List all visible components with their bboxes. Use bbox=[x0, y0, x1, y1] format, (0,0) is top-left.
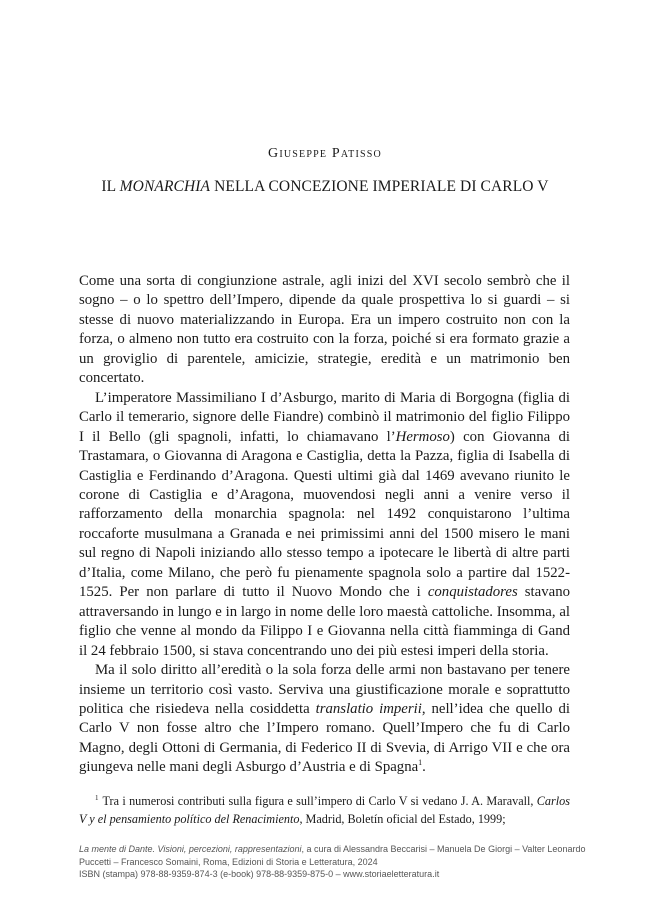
paragraph-3 bbox=[79, 661, 570, 778]
title-prefix: IL bbox=[101, 178, 120, 195]
footnote-1 bbox=[79, 793, 570, 828]
footnote-text-a: Tra i numerosi contributi sulla figura e sull’impero di Carlo V si vedano J. A. Maravall, bbox=[102, 794, 537, 808]
body-text bbox=[79, 272, 570, 778]
p2-italic-conquistadores: conquistadores bbox=[427, 584, 518, 601]
footnote-text-b: , Madrid, Boletín oficial del Estado, 1999; bbox=[299, 811, 506, 826]
imprint-line-3: ISBN (stampa) 978-88-9359-874-3 (e-book) 978-88-9359-875-0 – www.storiaeletteratura.it bbox=[79, 869, 440, 879]
chapter-title bbox=[80, 178, 570, 196]
p2-italic-hermoso: Hermoso bbox=[395, 428, 450, 445]
footnote-mark: 1 bbox=[95, 793, 99, 802]
p3-text-a: Ma il solo diritto all’eredità o la sola forza delle armi non bastavano per tenere insieme un territorio così vasto. Serviva una giustificazione morale e soprattutto politica che risiedeva nella cosiddetta bbox=[79, 662, 570, 717]
imprint-line-1 bbox=[79, 843, 586, 856]
p2-text-a: L’imperatore Massimiliano I d’Asburgo, marito di Maria di Borgogna (figlia di Carlo il temerario, signore delle Fiandre) combinò il matrimonio del figlio Filippo I il Bello (gli spagnoli, infatti, lo chiamavano l’ bbox=[79, 389, 570, 445]
publication-imprint bbox=[79, 843, 586, 881]
paragraph-1: Come una sorta di congiunzione astrale, agli inizi del XVI secolo sembrò che il sogno – o lo spettro dell’Impero, dipende da quale prospettiva lo si guardi – si stesse di nuovo materializzando in Europa. Era un impero costruito non con la forza, o almeno non tutto era costruito con la forza, poiché si era formato grazie a un groviglio di parentele, amicizie, strategie, eredità e un matrimonio ben concertato. bbox=[79, 273, 570, 387]
imprint-editors: , a cura di Alessandra Beccarisi – Manuela De Giorgi – Valter Leonardo bbox=[301, 844, 586, 854]
paragraph-2 bbox=[79, 389, 570, 661]
imprint-line-2: Puccetti – Francesco Somaini, Roma, Edizioni di Storia e Letteratura, 2024 bbox=[79, 856, 378, 867]
p2-text-c: stavano attraversando in lungo e in largo in nome delle loro maestà cattoliche. Insomma, al figlio che venne al mondo da Filippo I e Giovanna nella città fiamminga di Gand il 24 febbraio 1500, si stava concentrando uno dei più estesi imperi della storia. bbox=[79, 584, 570, 659]
author-name: Giuseppe Patisso bbox=[268, 146, 382, 161]
imprint-book-title: La mente di Dante. Visioni, percezioni, rappresentazioni bbox=[79, 844, 302, 854]
p3-text-b: , nell’idea che quello di Carlo V non fosse altro che l’Impero romano. Quell’Impero che fu di Carlo Magno, degli Ottoni di Germania, di Federico II di Svevia, di Arrigo VII e che ora giungeva nelle mani degli Asburgo d’Austria e di Spagna bbox=[79, 700, 571, 776]
p3-text-c: . bbox=[422, 759, 426, 776]
footnote-reference[interactable]: 1 bbox=[418, 758, 423, 768]
title-suffix: NELLA CONCEZIONE IMPERIALE DI CARLO V bbox=[210, 178, 549, 195]
p3-italic-translatio: translatio imperii bbox=[315, 700, 422, 717]
title-italic: MONARCHIA bbox=[119, 178, 211, 195]
footnote-italic: Carlos V y el pensamiento político del Renacimiento bbox=[79, 794, 570, 826]
p2-text-b: ) con Giovanna di Trastamara, o Giovanna di Aragona e Castiglia, detta la Pazza, figlia di Isabella di Castiglia e Ferdinando d’Aragona. Questi ultimi già dal 1469 avevano riunito le corone di Castiglia e d’Aragona, muovendosi negli anni a venire verso il rafforzamento della monarchia spagnola: nel 1492 conquistarono l’ultima roccaforte musulmana a Granada e nei primissimi anni del 1500 misero le mani sul regno di Napoli iniziando allo stesso tempo a ipotecare le libertà di altre parti d’Italia, come Milano, che però fu pienamente spagnola solo a partire dal 1522-1525. Per non parlare di tutto il Nuovo Mondo che i bbox=[79, 428, 570, 601]
